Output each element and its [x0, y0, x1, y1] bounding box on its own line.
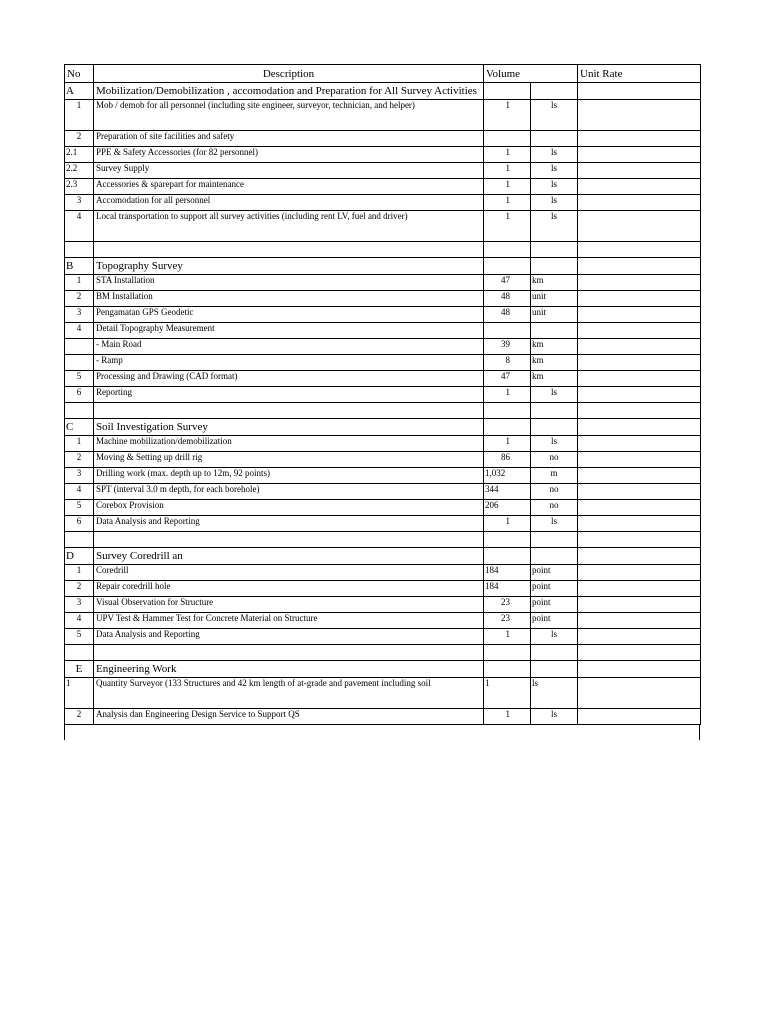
- row-description: - Ramp: [94, 355, 484, 371]
- row-no: 3: [65, 468, 94, 484]
- row-description: [94, 645, 484, 661]
- row-unit-rate: [578, 565, 701, 581]
- spacer-row: [65, 645, 701, 661]
- row-no: 5: [65, 371, 94, 387]
- row-unit: ls: [531, 516, 578, 532]
- table-row: [65, 709, 701, 725]
- row-description: Topography Survey: [94, 258, 484, 275]
- row-no: D: [65, 548, 94, 565]
- row-no: 2: [65, 709, 94, 725]
- row-description: Mob / demob for all personnel (including site engineer, surveyor, technician, and helper): [94, 100, 484, 131]
- row-volume: 184: [484, 565, 531, 581]
- spacer-row: [65, 403, 701, 419]
- row-unit: point: [531, 597, 578, 613]
- row-unit-rate: [578, 131, 701, 147]
- row-volume: 1,032: [484, 468, 531, 484]
- row-description: Detail Topography Measurement: [94, 323, 484, 339]
- row-description: Repair coredrill hole: [94, 581, 484, 597]
- row-volume: 48: [484, 307, 531, 323]
- section-row: [65, 83, 701, 100]
- row-description: Pengamatan GPS Geodetic: [94, 307, 484, 323]
- row-volume: 1: [484, 195, 531, 211]
- row-unit: unit: [531, 307, 578, 323]
- table-row: [65, 613, 701, 629]
- row-unit: ls: [531, 211, 578, 242]
- row-unit: km: [531, 355, 578, 371]
- row-volume: 86: [484, 452, 531, 468]
- row-volume: [484, 661, 531, 678]
- row-description: PPE & Safety Accessories (for 82 personnel): [94, 147, 484, 163]
- row-unit: [531, 242, 578, 258]
- table-row: [65, 678, 701, 709]
- row-no: [65, 355, 94, 371]
- row-unit-rate: [578, 629, 701, 645]
- row-no: 2.1: [65, 147, 94, 163]
- table-row: [65, 629, 701, 645]
- header-description: Description: [94, 65, 484, 83]
- header-volume: Volume: [484, 65, 578, 83]
- row-unit-rate: [578, 597, 701, 613]
- table-row: [65, 581, 701, 597]
- row-description: Engineering Work: [94, 661, 484, 678]
- table-tail: [64, 724, 700, 740]
- row-description: Moving & Setting up drill rig: [94, 452, 484, 468]
- table-row: [65, 500, 701, 516]
- row-no: 5: [65, 500, 94, 516]
- row-description: [94, 242, 484, 258]
- section-row: [65, 419, 701, 436]
- table-row: [65, 468, 701, 484]
- row-unit: ls: [531, 387, 578, 403]
- row-volume: 1: [484, 147, 531, 163]
- row-description: Soil Investigation Survey: [94, 419, 484, 436]
- row-volume: 1: [484, 163, 531, 179]
- table-row: [65, 179, 701, 195]
- table-row: [65, 163, 701, 179]
- row-volume: [484, 131, 531, 147]
- table-row: [65, 147, 701, 163]
- row-volume: 23: [484, 613, 531, 629]
- row-no: 2: [65, 452, 94, 468]
- row-unit-rate: [578, 371, 701, 387]
- row-description: Accomodation for all personnel: [94, 195, 484, 211]
- table-row: [65, 452, 701, 468]
- table-row: [65, 323, 701, 339]
- row-description: [94, 403, 484, 419]
- row-description: Processing and Drawing (CAD format): [94, 371, 484, 387]
- row-unit: km: [531, 275, 578, 291]
- row-volume: 1: [484, 436, 531, 452]
- row-unit-rate: [578, 548, 701, 565]
- row-unit-rate: [578, 419, 701, 436]
- row-unit: unit: [531, 291, 578, 307]
- row-volume: [484, 419, 531, 436]
- row-no: E: [65, 661, 94, 678]
- row-unit-rate: [578, 83, 701, 100]
- table-row: [65, 565, 701, 581]
- row-unit-rate: [578, 242, 701, 258]
- row-no: 4: [65, 211, 94, 242]
- table-row: [65, 484, 701, 500]
- row-description: - Main Road: [94, 339, 484, 355]
- row-volume: 1: [484, 387, 531, 403]
- row-unit-rate: [578, 436, 701, 452]
- row-volume: 39: [484, 339, 531, 355]
- row-no: B: [65, 258, 94, 275]
- row-no: 2: [65, 131, 94, 147]
- table-row: [65, 211, 701, 242]
- row-no: [65, 242, 94, 258]
- row-description: Machine mobilization/demobilization: [94, 436, 484, 452]
- row-description: BM Installation: [94, 291, 484, 307]
- row-volume: 47: [484, 371, 531, 387]
- row-unit: [531, 548, 578, 565]
- row-unit-rate: [578, 258, 701, 275]
- row-volume: 1: [484, 100, 531, 131]
- row-unit: ls: [531, 709, 578, 725]
- row-description: [94, 532, 484, 548]
- row-no: 1: [65, 275, 94, 291]
- row-unit-rate: [578, 581, 701, 597]
- row-unit-rate: [578, 307, 701, 323]
- row-description: Survey Supply: [94, 163, 484, 179]
- row-volume: 206: [484, 500, 531, 516]
- row-unit-rate: [578, 339, 701, 355]
- table-row: [65, 355, 701, 371]
- row-no: 5: [65, 629, 94, 645]
- row-unit-rate: [578, 468, 701, 484]
- table-row: [65, 195, 701, 211]
- row-unit: point: [531, 581, 578, 597]
- row-no: [65, 532, 94, 548]
- table-row: [65, 275, 701, 291]
- boq-sheet: [64, 64, 700, 725]
- spacer-row: [65, 532, 701, 548]
- row-unit: ls: [531, 678, 578, 709]
- spacer-row: [65, 242, 701, 258]
- row-no: 6: [65, 387, 94, 403]
- row-unit: ls: [531, 147, 578, 163]
- row-unit-rate: [578, 709, 701, 725]
- row-no: 4: [65, 323, 94, 339]
- row-no: 2: [65, 291, 94, 307]
- row-no: A: [65, 83, 94, 100]
- section-row: [65, 548, 701, 565]
- row-description: SPT (interval 3.0 m depth, for each borehole): [94, 484, 484, 500]
- row-no: 2: [65, 581, 94, 597]
- row-unit-rate: [578, 100, 701, 131]
- section-row: [65, 661, 701, 678]
- row-unit-rate: [578, 211, 701, 242]
- row-unit: m: [531, 468, 578, 484]
- row-unit: ls: [531, 436, 578, 452]
- boq-table: [64, 64, 701, 725]
- row-description: Quantity Surveyor (133 Structures and 42 km length of at-grade and pavement including soil: [94, 678, 484, 709]
- row-unit: [531, 661, 578, 678]
- header-row: [65, 65, 701, 83]
- row-description: Drilling work (max. depth up to 12m, 92 points): [94, 468, 484, 484]
- row-unit-rate: [578, 661, 701, 678]
- row-description: Coredrill: [94, 565, 484, 581]
- row-unit: km: [531, 339, 578, 355]
- row-unit: [531, 323, 578, 339]
- table-row: [65, 436, 701, 452]
- row-unit: ls: [531, 179, 578, 195]
- row-volume: [484, 242, 531, 258]
- row-volume: [484, 532, 531, 548]
- row-description: Mobilization/Demobilization , accomodation and Preparation for All Survey Activities: [94, 83, 484, 100]
- row-unit-rate: [578, 500, 701, 516]
- row-description: Survey Coredrill an: [94, 548, 484, 565]
- row-unit: ls: [531, 629, 578, 645]
- row-unit-rate: [578, 147, 701, 163]
- row-no: 3: [65, 597, 94, 613]
- row-volume: [484, 323, 531, 339]
- row-unit: point: [531, 565, 578, 581]
- row-volume: [484, 403, 531, 419]
- row-unit: [531, 403, 578, 419]
- row-no: 1: [65, 436, 94, 452]
- row-unit-rate: [578, 532, 701, 548]
- row-unit-rate: [578, 275, 701, 291]
- row-unit-rate: [578, 403, 701, 419]
- header-no: No: [65, 65, 94, 83]
- row-no: 4: [65, 613, 94, 629]
- row-description: Data Analysis and Reporting: [94, 629, 484, 645]
- row-unit: point: [531, 613, 578, 629]
- row-no: 3: [65, 307, 94, 323]
- row-description: Reporting: [94, 387, 484, 403]
- table-row: [65, 291, 701, 307]
- row-unit: [531, 532, 578, 548]
- table-row: [65, 516, 701, 532]
- row-volume: 344: [484, 484, 531, 500]
- row-description: Analysis dan Engineering Design Service to Support QS: [94, 709, 484, 725]
- row-volume: 184: [484, 581, 531, 597]
- row-description: UPV Test & Hammer Test for Concrete Material on Structure: [94, 613, 484, 629]
- row-volume: 1: [484, 709, 531, 725]
- row-unit: km: [531, 371, 578, 387]
- row-unit: [531, 83, 578, 100]
- row-description: Local transportation to support all survey activities (including rent LV, fuel and driver): [94, 211, 484, 242]
- row-no: 1: [65, 100, 94, 131]
- row-unit-rate: [578, 484, 701, 500]
- row-description: STA Installation: [94, 275, 484, 291]
- row-volume: 1: [484, 516, 531, 532]
- row-volume: 1: [484, 179, 531, 195]
- row-unit-rate: [578, 678, 701, 709]
- row-volume: 23: [484, 597, 531, 613]
- row-unit-rate: [578, 163, 701, 179]
- row-unit: [531, 258, 578, 275]
- row-volume: [484, 548, 531, 565]
- row-no: 4: [65, 484, 94, 500]
- row-unit: ls: [531, 195, 578, 211]
- row-no: 3: [65, 195, 94, 211]
- row-unit: ls: [531, 100, 578, 131]
- row-volume: 1: [484, 211, 531, 242]
- row-unit-rate: [578, 387, 701, 403]
- row-volume: 1: [484, 629, 531, 645]
- table-row: [65, 131, 701, 147]
- row-description: Preparation of site facilities and safety: [94, 131, 484, 147]
- row-unit-rate: [578, 291, 701, 307]
- row-description: Visual Observation for Structure: [94, 597, 484, 613]
- row-description: Accessories & sparepart for maintenance: [94, 179, 484, 195]
- row-unit: no: [531, 452, 578, 468]
- row-unit-rate: [578, 323, 701, 339]
- row-volume: 1: [484, 678, 531, 709]
- row-unit-rate: [578, 613, 701, 629]
- table-row: [65, 371, 701, 387]
- row-description: Data Analysis and Reporting: [94, 516, 484, 532]
- row-volume: [484, 645, 531, 661]
- row-no: 1: [65, 565, 94, 581]
- table-row: [65, 597, 701, 613]
- table-row: [65, 307, 701, 323]
- row-volume: 8: [484, 355, 531, 371]
- row-no: 1: [65, 678, 94, 709]
- header-unit-rate: Unit Rate: [578, 65, 701, 83]
- table-row: [65, 387, 701, 403]
- row-unit: [531, 419, 578, 436]
- table-row: [65, 100, 701, 131]
- row-no: 6: [65, 516, 94, 532]
- row-unit: no: [531, 484, 578, 500]
- row-no: C: [65, 419, 94, 436]
- row-volume: 48: [484, 291, 531, 307]
- row-volume: [484, 258, 531, 275]
- row-volume: 47: [484, 275, 531, 291]
- row-no: [65, 339, 94, 355]
- row-unit: [531, 131, 578, 147]
- row-no: 2.3: [65, 179, 94, 195]
- row-description: Corebox Provision: [94, 500, 484, 516]
- row-no: 2.2: [65, 163, 94, 179]
- row-no: [65, 403, 94, 419]
- row-unit: [531, 645, 578, 661]
- row-unit-rate: [578, 516, 701, 532]
- row-unit: ls: [531, 163, 578, 179]
- row-unit-rate: [578, 179, 701, 195]
- row-volume: [484, 83, 531, 100]
- row-unit-rate: [578, 645, 701, 661]
- row-unit-rate: [578, 452, 701, 468]
- row-no: [65, 645, 94, 661]
- table-row: [65, 339, 701, 355]
- section-row: [65, 258, 701, 275]
- row-unit: no: [531, 500, 578, 516]
- row-unit-rate: [578, 195, 701, 211]
- row-unit-rate: [578, 355, 701, 371]
